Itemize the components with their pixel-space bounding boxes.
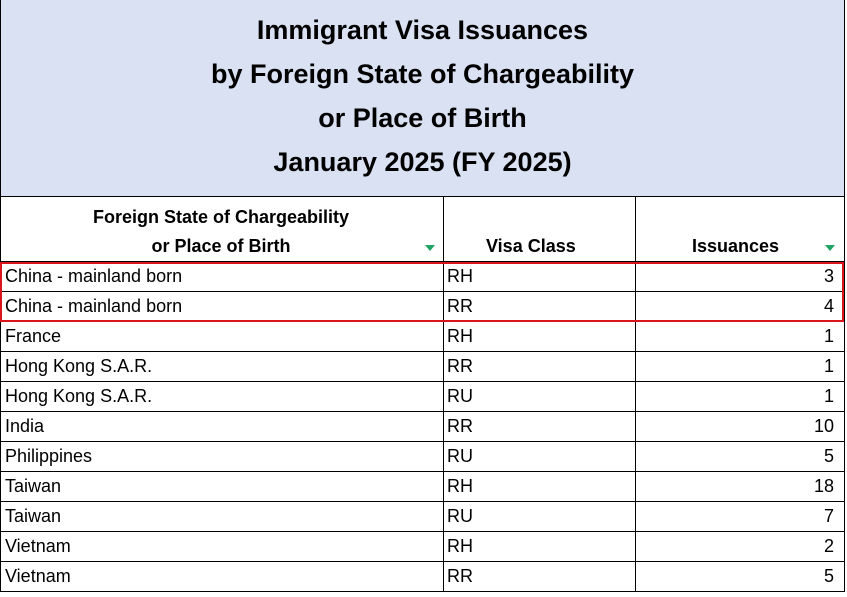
table-row[interactable] (0, 561, 845, 592)
title-line-4: January 2025 (FY 2025) (273, 147, 572, 177)
cell-visa-class[interactable]: RH (444, 472, 636, 501)
table-row[interactable] (0, 321, 845, 351)
cell-visa-class[interactable]: RR (444, 412, 636, 441)
table-row[interactable] (0, 261, 845, 291)
header-issuances (636, 197, 845, 261)
cell-issuances[interactable]: 1 (636, 322, 845, 351)
cell-issuances[interactable]: 4 (636, 292, 845, 321)
table-row[interactable] (0, 291, 845, 321)
cell-issuances[interactable]: 18 (636, 472, 845, 501)
cell-country[interactable]: Vietnam (1, 562, 444, 591)
cell-visa-class[interactable]: RH (444, 532, 636, 561)
title-line-2: by Foreign State of Chargeability (210, 59, 635, 89)
cell-country[interactable]: Philippines (1, 442, 444, 471)
cell-country[interactable]: Taiwan (1, 472, 444, 501)
cell-visa-class[interactable]: RR (444, 292, 636, 321)
cell-issuances[interactable]: 5 (636, 442, 845, 471)
cell-visa-class[interactable]: RU (444, 442, 636, 471)
table-row[interactable] (0, 411, 845, 441)
cell-visa-class[interactable]: RR (444, 352, 636, 381)
table-row[interactable] (0, 531, 845, 561)
cell-visa-class[interactable]: RH (444, 262, 636, 291)
cell-country[interactable]: India (1, 412, 444, 441)
cell-issuances[interactable]: 3 (636, 262, 845, 291)
title-line-3: or Place of Birth (318, 103, 527, 133)
cell-country[interactable]: China - mainland born (1, 262, 444, 291)
header-country-line-1: Foreign State of Chargeability (92, 207, 350, 227)
cell-visa-class[interactable]: RR (444, 562, 636, 591)
cell-country[interactable]: Hong Kong S.A.R. (1, 382, 444, 411)
dropdown-arrow-icon[interactable] (820, 237, 840, 257)
cell-country[interactable]: Hong Kong S.A.R. (1, 352, 444, 381)
header-visa-class-label: Visa Class (486, 236, 576, 256)
cell-issuances[interactable]: 1 (636, 382, 845, 411)
table-row[interactable] (0, 441, 845, 471)
header-issuances-label: Issuances (692, 236, 780, 256)
dropdown-arrow-icon[interactable] (420, 237, 440, 257)
cell-issuances[interactable]: 10 (636, 412, 845, 441)
header-country-line-2: or Place of Birth (151, 236, 291, 256)
cell-issuances[interactable]: 1 (636, 352, 845, 381)
table-row[interactable] (0, 351, 845, 381)
cell-visa-class[interactable]: RU (444, 382, 636, 411)
cell-issuances[interactable]: 7 (636, 502, 845, 531)
title-block (0, 0, 845, 197)
table-row[interactable] (0, 471, 845, 501)
table-row[interactable] (0, 381, 845, 411)
cell-issuances[interactable]: 5 (636, 562, 845, 591)
cell-visa-class[interactable]: RU (444, 502, 636, 531)
header-country (1, 197, 444, 261)
cell-country[interactable]: Vietnam (1, 532, 444, 561)
title-line-1: Immigrant Visa Issuances (256, 15, 589, 45)
cell-country[interactable]: Taiwan (1, 502, 444, 531)
table-body (0, 261, 845, 592)
header-visa-class (444, 197, 636, 261)
table-row[interactable] (0, 501, 845, 531)
table-header-row (0, 197, 845, 261)
cell-country[interactable]: China - mainland born (1, 292, 444, 321)
cell-visa-class[interactable]: RH (444, 322, 636, 351)
cell-issuances[interactable]: 2 (636, 532, 845, 561)
cell-country[interactable]: France (1, 322, 444, 351)
